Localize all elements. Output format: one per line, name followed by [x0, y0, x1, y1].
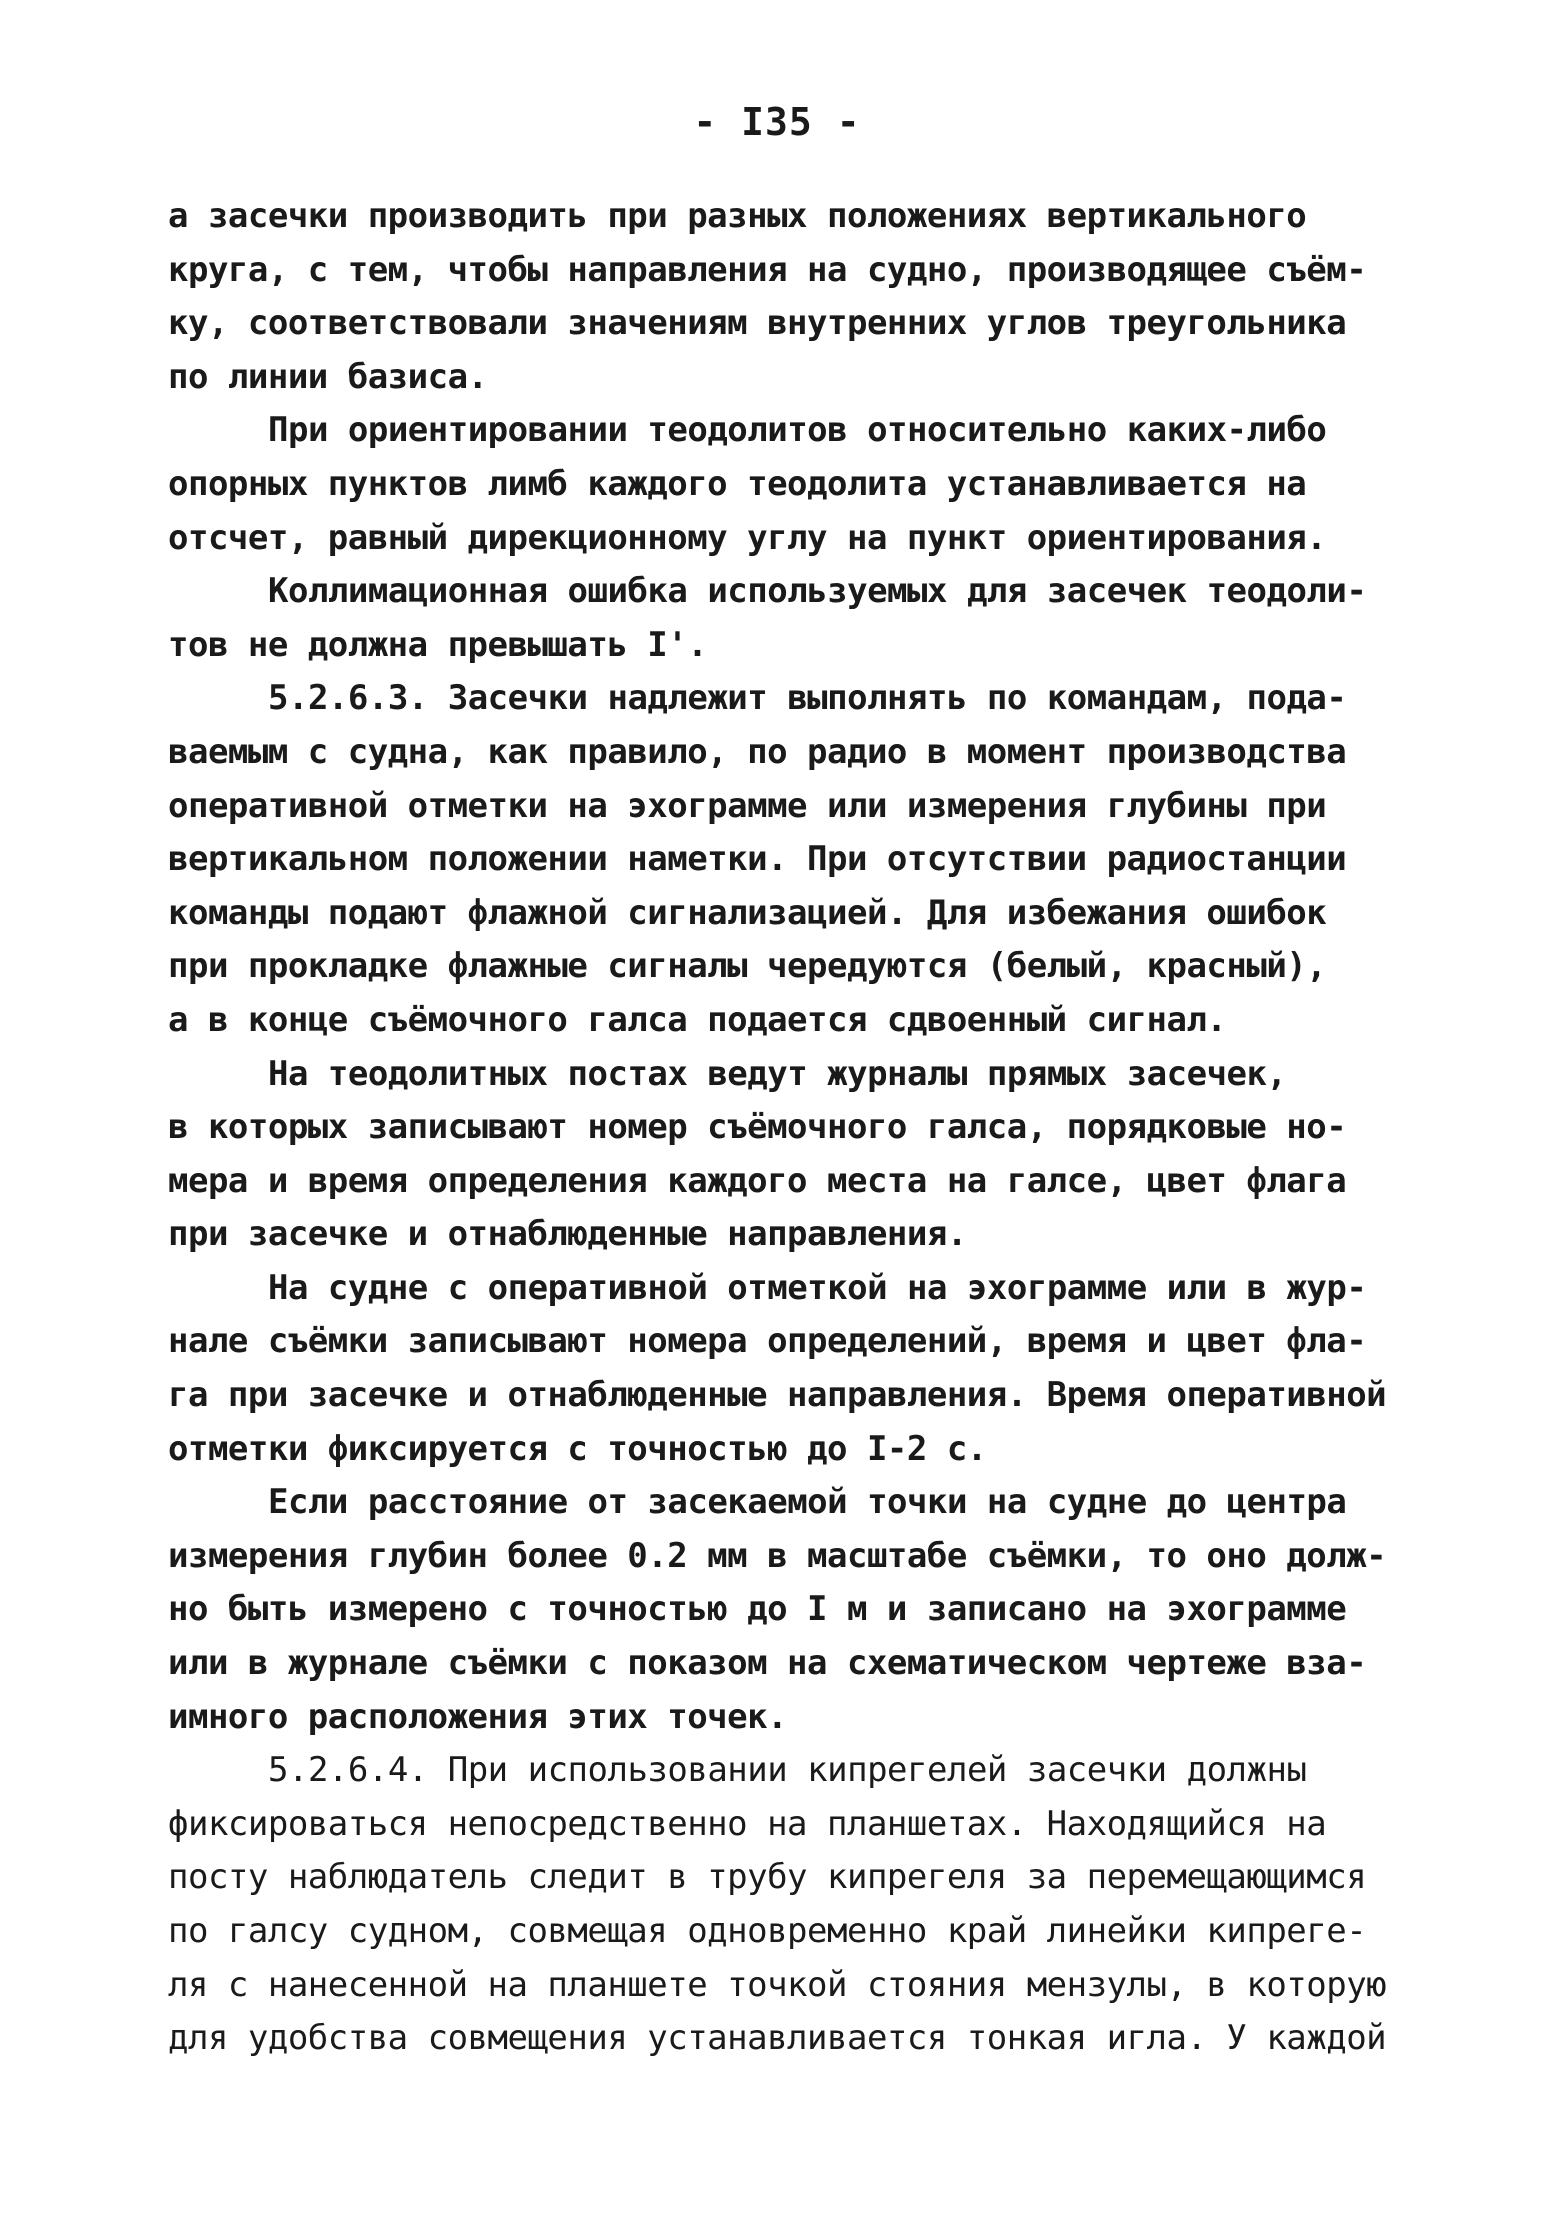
- text-line: в которых записывают номер съёмочного галса, порядковые но-: [168, 1107, 1347, 1148]
- text-line: оперативной отметки на эхограмме или измерения глубины при: [168, 785, 1327, 826]
- text-line: отсчет, равный дирекционному углу на пункт ориентирования.: [168, 517, 1327, 558]
- text-line: Если расстояние от засекаемой точки на судне до центра: [268, 1482, 1347, 1523]
- text-line: ваемым с судна, как правило, по радио в момент производства: [168, 731, 1347, 772]
- text-line: измерения глубин более 0.2 мм в масштабе съёмки, то оно долж-: [168, 1535, 1387, 1576]
- text-line: га при засечке и отнаблюденные направления. Время оперативной: [168, 1375, 1387, 1416]
- text-line: фиксироваться непосредственно на планшетах. Находящийся на: [168, 1803, 1327, 1844]
- text-line: вертикальном положении наметки. При отсутствии радиостанции: [168, 839, 1347, 880]
- text-line: круга, с тем, чтобы направления на судно, производящее съём-: [168, 249, 1367, 290]
- text-line: а засечки производить при разных положениях вертикального: [168, 196, 1307, 236]
- text-line: посту наблюдатель следит в трубу кипрегеля за перемещающимся: [168, 1857, 1367, 1898]
- text-line: На судне с оперативной отметкой на эхограмме или в жур-: [268, 1267, 1367, 1308]
- text-line: опорных пунктов лимб каждого теодолита устанавливается на: [168, 463, 1307, 504]
- text-line: ку, соответствовали значениям внутренних углов треугольника: [168, 303, 1347, 344]
- text-line: а в конце съёмочного галса подается сдвоенный сигнал.: [168, 999, 1227, 1040]
- text-line: При ориентировании теодолитов относительно каких-либо: [268, 410, 1327, 451]
- text-line: отметки фиксируется с точностью до I-2 с.: [168, 1428, 987, 1469]
- page-number: - I35 -: [693, 100, 861, 144]
- text-line: имного расположения этих точек.: [168, 1696, 788, 1737]
- text-line: тов не должна превышать I'.: [168, 624, 708, 665]
- text-line: мера и время определения каждого места на галсе, цвет флага: [168, 1160, 1347, 1201]
- text-line: по линии базиса.: [168, 356, 488, 397]
- text-line: Коллимационная ошибка используемых для засечек теодоли-: [268, 571, 1367, 612]
- text-line: для удобства совмещения устанавливается тонкая игла. У каждой: [168, 2018, 1387, 2059]
- text-line: На теодолитных постах ведут журналы прямых засечек,: [268, 1053, 1287, 1094]
- text-line: 5.2.6.4. При использовании кипрегелей засечки должны: [268, 1750, 1307, 1791]
- text-line: команды подают флажной сигнализацией. Для избежания ошибок: [168, 892, 1327, 933]
- text-line: при прокладке флажные сигналы чередуются (белый, красный),: [168, 946, 1327, 987]
- body-text: [168, 190, 1468, 2066]
- text-line: 5.2.6.3. Засечки надлежит выполнять по командам, пода-: [268, 678, 1347, 719]
- text-line: нале съёмки записывают номера определений, время и цвет фла-: [168, 1321, 1367, 1362]
- text-line: ля с нанесенной на планшете точкой стояния мензулы, в которую: [168, 1964, 1387, 2005]
- text-line: при засечке и отнаблюденные направления.: [168, 1214, 967, 1255]
- text-line: но быть измерено с точностью до I м и записано на эхограмме: [168, 1589, 1347, 1630]
- text-line: или в журнале съёмки с показом на схематическом чертеже вза-: [168, 1643, 1367, 1684]
- text-line: по галсу судном, совмещая одновременно край линейки кипреге-: [168, 1911, 1367, 1951]
